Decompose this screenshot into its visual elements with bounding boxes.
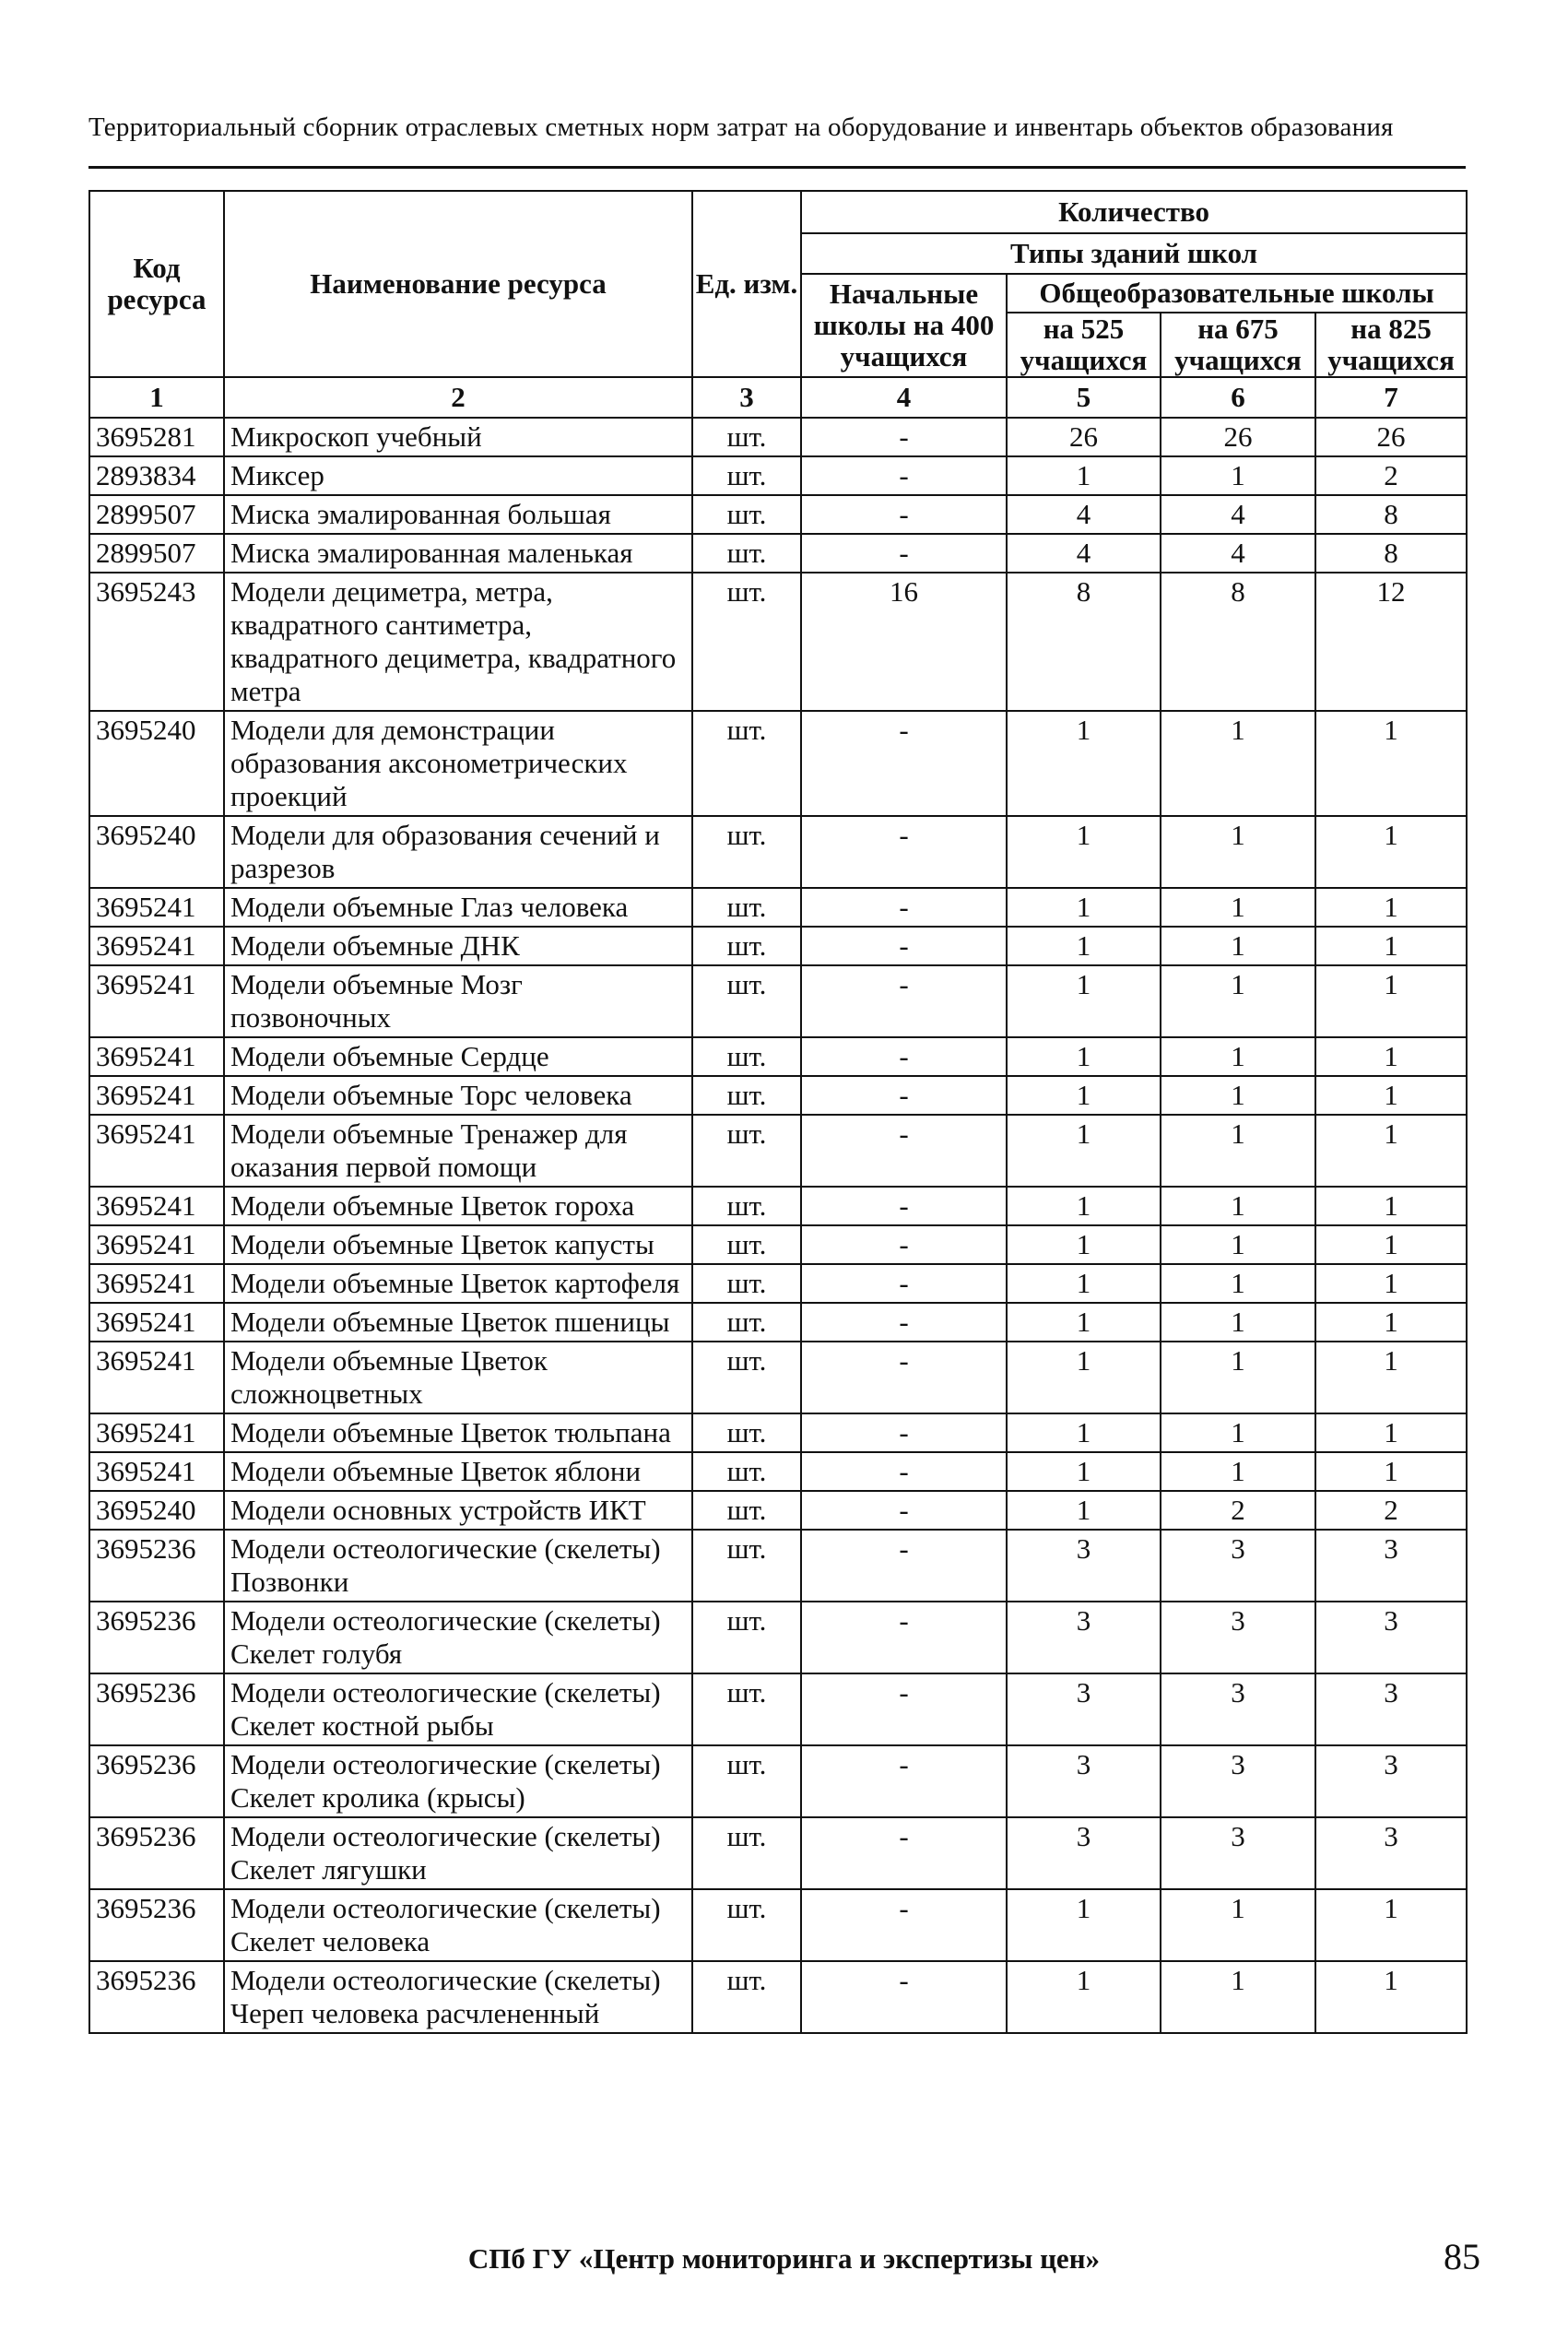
table-row: [89, 1491, 1467, 1530]
resource-code: 3695241: [89, 1037, 224, 1076]
qty-525-cell: 1: [1007, 1342, 1161, 1413]
qty-400-cell: -: [801, 1745, 1007, 1817]
qty-400-cell: -: [801, 1413, 1007, 1452]
resource-code: 2899507: [89, 495, 224, 534]
qty-675-cell: 1: [1161, 1889, 1315, 1961]
qty-400-cell: -: [801, 1303, 1007, 1342]
qty-400-cell: -: [801, 418, 1007, 456]
col-types-header: Типы зданий школ: [801, 233, 1467, 274]
qty-675-cell: 3: [1161, 1817, 1315, 1889]
unit-cell: шт.: [692, 1673, 801, 1745]
qty-675-cell: 1: [1161, 1115, 1315, 1187]
table-row: [89, 888, 1467, 927]
qty-825-cell: 1: [1315, 1342, 1467, 1413]
qty-525-cell: 1: [1007, 1961, 1161, 2033]
qty-825-cell: 3: [1315, 1602, 1467, 1673]
qty-400-cell: -: [801, 1076, 1007, 1115]
table-row: [89, 1187, 1467, 1225]
qty-675-cell: 8: [1161, 573, 1315, 711]
col-primary-header: Начальные школы на 400 учащихся: [801, 274, 1007, 377]
qty-400-cell: -: [801, 1342, 1007, 1413]
table-row: [89, 1037, 1467, 1076]
qty-825-cell: 8: [1315, 534, 1467, 573]
col-unit-header: Ед. изм.: [692, 191, 801, 377]
qty-675-cell: 1: [1161, 1264, 1315, 1303]
unit-cell: шт.: [692, 534, 801, 573]
unit-cell: шт.: [692, 418, 801, 456]
qty-675-cell: 1: [1161, 1452, 1315, 1491]
qty-400-cell: -: [801, 1961, 1007, 2033]
qty-525-cell: 1: [1007, 1303, 1161, 1342]
qty-525-cell: 1: [1007, 888, 1161, 927]
resource-name: Миска эмалированная большая: [224, 495, 692, 534]
running-header: Территориальный сборник отраслевых сметных норм затрат на оборудование и инвентарь объектов образования: [88, 112, 1394, 142]
qty-825-cell: 1: [1315, 1115, 1467, 1187]
resource-name: Модели объемные Цветок сложноцветных: [224, 1342, 692, 1413]
qty-675-cell: 2: [1161, 1491, 1315, 1530]
unit-cell: шт.: [692, 1264, 801, 1303]
resource-code: 3695241: [89, 1264, 224, 1303]
resource-name: Модели остеологические (скелеты) Скелет человека: [224, 1889, 692, 1961]
qty-675-cell: 1: [1161, 1413, 1315, 1452]
qty-525-cell: 3: [1007, 1745, 1161, 1817]
table-row: [89, 1530, 1467, 1602]
qty-400-cell: -: [801, 1187, 1007, 1225]
qty-400-cell: -: [801, 495, 1007, 534]
qty-400-cell: -: [801, 1225, 1007, 1264]
resource-code: 3695241: [89, 965, 224, 1037]
table-row: [89, 1817, 1467, 1889]
qty-525-cell: 3: [1007, 1817, 1161, 1889]
table-row: [89, 1889, 1467, 1961]
table-row: [89, 1452, 1467, 1491]
qty-525-cell: 1: [1007, 1037, 1161, 1076]
qty-825-cell: 3: [1315, 1745, 1467, 1817]
unit-cell: шт.: [692, 1115, 801, 1187]
qty-675-cell: 1: [1161, 927, 1315, 965]
qty-400-cell: -: [801, 888, 1007, 927]
qty-525-cell: 3: [1007, 1673, 1161, 1745]
resource-name: Миксер: [224, 456, 692, 495]
unit-cell: шт.: [692, 1745, 801, 1817]
resource-name: Микроскоп учебный: [224, 418, 692, 456]
column-number: 7: [1315, 377, 1467, 418]
resource-name: Модели основных устройств ИКТ: [224, 1491, 692, 1530]
qty-825-cell: 12: [1315, 573, 1467, 711]
qty-525-cell: 8: [1007, 573, 1161, 711]
qty-525-cell: 1: [1007, 1076, 1161, 1115]
qty-400-cell: -: [801, 534, 1007, 573]
resource-name: Модели объемные Цветок яблони: [224, 1452, 692, 1491]
qty-675-cell: 3: [1161, 1745, 1315, 1817]
qty-525-cell: 1: [1007, 1115, 1161, 1187]
table-row: [89, 1961, 1467, 2033]
resource-code: 3695236: [89, 1961, 224, 2033]
col-general-header: Общеобразовательные школы: [1007, 274, 1467, 313]
table-row: [89, 1303, 1467, 1342]
column-number: 3: [692, 377, 801, 418]
qty-525-cell: 1: [1007, 1491, 1161, 1530]
resource-name: Модели остеологические (скелеты) Череп человека расчлененный: [224, 1961, 692, 2033]
resource-name: Модели остеологические (скелеты) Позвонки: [224, 1530, 692, 1602]
resource-name: Модели объемные Мозг позвоночных: [224, 965, 692, 1037]
qty-525-cell: 1: [1007, 816, 1161, 888]
table-row: [89, 927, 1467, 965]
table-row: [89, 1342, 1467, 1413]
resource-code: 3695236: [89, 1673, 224, 1745]
qty-400-cell: -: [801, 1817, 1007, 1889]
resource-name: Модели объемные Сердце: [224, 1037, 692, 1076]
resource-name: Модели остеологические (скелеты) Скелет кролика (крысы): [224, 1745, 692, 1817]
qty-525-cell: 1: [1007, 1187, 1161, 1225]
qty-675-cell: 26: [1161, 418, 1315, 456]
qty-675-cell: 1: [1161, 816, 1315, 888]
table-row: [89, 816, 1467, 888]
qty-825-cell: 1: [1315, 711, 1467, 816]
col-quantity-header: Количество: [801, 191, 1467, 233]
qty-400-cell: -: [801, 1673, 1007, 1745]
resource-code: 3695241: [89, 1303, 224, 1342]
qty-675-cell: 4: [1161, 495, 1315, 534]
qty-825-cell: 1: [1315, 1452, 1467, 1491]
qty-825-cell: 3: [1315, 1530, 1467, 1602]
column-number: 6: [1161, 377, 1315, 418]
resource-code: 3695241: [89, 1115, 224, 1187]
col-code-header: Код ресурса: [89, 191, 224, 377]
table-row: [89, 1413, 1467, 1452]
qty-525-cell: 26: [1007, 418, 1161, 456]
resource-name: Модели дециметра, метра, квадратного сантиметра, квадратного дециметра, квадратного метра: [224, 573, 692, 711]
qty-675-cell: 1: [1161, 1076, 1315, 1115]
table-row: [89, 1264, 1467, 1303]
qty-525-cell: 3: [1007, 1530, 1161, 1602]
table-row: [89, 456, 1467, 495]
qty-675-cell: 1: [1161, 1342, 1315, 1413]
qty-825-cell: 1: [1315, 965, 1467, 1037]
resource-code: 3695241: [89, 888, 224, 927]
qty-825-cell: 1: [1315, 1889, 1467, 1961]
qty-525-cell: 1: [1007, 1264, 1161, 1303]
unit-cell: шт.: [692, 456, 801, 495]
unit-cell: шт.: [692, 1817, 801, 1889]
page-number: 85: [1444, 2236, 1480, 2277]
qty-825-cell: 1: [1315, 1413, 1467, 1452]
qty-400-cell: -: [801, 1115, 1007, 1187]
column-number: 5: [1007, 377, 1161, 418]
unit-cell: шт.: [692, 1961, 801, 2033]
qty-825-cell: 1: [1315, 927, 1467, 965]
qty-825-cell: 1: [1315, 1187, 1467, 1225]
table-row: [89, 711, 1467, 816]
qty-825-cell: 1: [1315, 1037, 1467, 1076]
resource-code: 3695241: [89, 1342, 224, 1413]
qty-825-cell: 1: [1315, 1961, 1467, 2033]
table-row: [89, 1115, 1467, 1187]
unit-cell: шт.: [692, 927, 801, 965]
qty-825-cell: 3: [1315, 1673, 1467, 1745]
resource-code: 3695240: [89, 711, 224, 816]
qty-675-cell: 4: [1161, 534, 1315, 573]
table-row: [89, 1225, 1467, 1264]
qty-675-cell: 1: [1161, 1961, 1315, 2033]
resource-code: 3695236: [89, 1745, 224, 1817]
resource-name: Модели объемные Цветок тюльпана: [224, 1413, 692, 1452]
table-row: [89, 1673, 1467, 1745]
resource-code: 3695241: [89, 1187, 224, 1225]
resource-table: [88, 190, 1468, 2034]
qty-825-cell: 1: [1315, 1076, 1467, 1115]
resource-name: Модели остеологические (скелеты) Скелет голубя: [224, 1602, 692, 1673]
unit-cell: шт.: [692, 495, 801, 534]
qty-825-cell: 2: [1315, 456, 1467, 495]
resource-code: 3695236: [89, 1817, 224, 1889]
qty-525-cell: 1: [1007, 1452, 1161, 1491]
unit-cell: шт.: [692, 888, 801, 927]
qty-675-cell: 1: [1161, 1187, 1315, 1225]
qty-825-cell: 1: [1315, 888, 1467, 927]
unit-cell: шт.: [692, 816, 801, 888]
column-number: 2: [224, 377, 692, 418]
resource-code: 3695281: [89, 418, 224, 456]
unit-cell: шт.: [692, 711, 801, 816]
resource-code: 3695236: [89, 1530, 224, 1602]
unit-cell: шт.: [692, 1076, 801, 1115]
unit-cell: шт.: [692, 965, 801, 1037]
resource-code: 3695241: [89, 1225, 224, 1264]
resource-code: 3695240: [89, 1491, 224, 1530]
unit-cell: шт.: [692, 1530, 801, 1602]
qty-400-cell: -: [801, 1452, 1007, 1491]
resource-name: Модели объемные Цветок картофеля: [224, 1264, 692, 1303]
qty-400-cell: -: [801, 1491, 1007, 1530]
qty-400-cell: -: [801, 1889, 1007, 1961]
resource-code: 3695241: [89, 1076, 224, 1115]
table-row: [89, 534, 1467, 573]
qty-525-cell: 4: [1007, 534, 1161, 573]
qty-400-cell: -: [801, 711, 1007, 816]
resource-name: Модели для образования сечений и разрезов: [224, 816, 692, 888]
qty-400-cell: -: [801, 456, 1007, 495]
qty-675-cell: 1: [1161, 456, 1315, 495]
qty-825-cell: 8: [1315, 495, 1467, 534]
unit-cell: шт.: [692, 1889, 801, 1961]
unit-cell: шт.: [692, 1413, 801, 1452]
resource-name: Модели объемные Глаз человека: [224, 888, 692, 927]
qty-675-cell: 1: [1161, 1303, 1315, 1342]
unit-cell: шт.: [692, 1491, 801, 1530]
col-825-header: на 825 учащихся: [1315, 313, 1467, 377]
qty-675-cell: 3: [1161, 1673, 1315, 1745]
resource-name: Модели объемные Цветок капусты: [224, 1225, 692, 1264]
resource-name: Модели объемные Тренажер для оказания первой помощи: [224, 1115, 692, 1187]
qty-525-cell: 4: [1007, 495, 1161, 534]
table-body: [89, 418, 1467, 2033]
resource-code: 3695236: [89, 1602, 224, 1673]
qty-400-cell: -: [801, 965, 1007, 1037]
unit-cell: шт.: [692, 1342, 801, 1413]
qty-400-cell: -: [801, 1530, 1007, 1602]
unit-cell: шт.: [692, 1187, 801, 1225]
qty-675-cell: 1: [1161, 711, 1315, 816]
resource-name: Модели для демонстрации образования аксонометрических проекций: [224, 711, 692, 816]
qty-825-cell: 3: [1315, 1817, 1467, 1889]
footer-organization: СПб ГУ «Центр мониторинга и экспертизы цен»: [467, 2242, 1101, 2275]
table-row: [89, 495, 1467, 534]
column-number-row: [89, 377, 1467, 418]
qty-400-cell: -: [801, 1037, 1007, 1076]
unit-cell: шт.: [692, 1602, 801, 1673]
qty-525-cell: 1: [1007, 456, 1161, 495]
qty-675-cell: 1: [1161, 1037, 1315, 1076]
qty-525-cell: 3: [1007, 1602, 1161, 1673]
resource-name: Модели остеологические (скелеты) Скелет костной рыбы: [224, 1673, 692, 1745]
qty-675-cell: 1: [1161, 888, 1315, 927]
qty-675-cell: 1: [1161, 965, 1315, 1037]
resource-code: 2899507: [89, 534, 224, 573]
qty-525-cell: 1: [1007, 965, 1161, 1037]
resource-name: Модели объемные Цветок пшеницы: [224, 1303, 692, 1342]
resource-name: Модели остеологические (скелеты) Скелет лягушки: [224, 1817, 692, 1889]
qty-825-cell: 1: [1315, 1303, 1467, 1342]
column-number: 4: [801, 377, 1007, 418]
qty-525-cell: 1: [1007, 1225, 1161, 1264]
resource-code: 3695243: [89, 573, 224, 711]
resource-name: Миска эмалированная маленькая: [224, 534, 692, 573]
qty-400-cell: -: [801, 927, 1007, 965]
qty-400-cell: -: [801, 816, 1007, 888]
qty-825-cell: 26: [1315, 418, 1467, 456]
column-number: 1: [89, 377, 224, 418]
table-row: [89, 573, 1467, 711]
resource-code: 3695240: [89, 816, 224, 888]
qty-400-cell: 16: [801, 573, 1007, 711]
qty-525-cell: 1: [1007, 1889, 1161, 1961]
qty-825-cell: 1: [1315, 1225, 1467, 1264]
resource-code: 3695241: [89, 1452, 224, 1491]
resource-code: 3695241: [89, 1413, 224, 1452]
unit-cell: шт.: [692, 1303, 801, 1342]
qty-525-cell: 1: [1007, 927, 1161, 965]
table-row: [89, 965, 1467, 1037]
col-525-header: на 525 учащихся: [1007, 313, 1161, 377]
col-675-header: на 675 учащихся: [1161, 313, 1315, 377]
resource-name: Модели объемные Торс человека: [224, 1076, 692, 1115]
table-row: [89, 1745, 1467, 1817]
qty-825-cell: 1: [1315, 1264, 1467, 1303]
qty-525-cell: 1: [1007, 1413, 1161, 1452]
table-row: [89, 418, 1467, 456]
col-name-header: Наименование ресурса: [224, 191, 692, 377]
table-row: [89, 1076, 1467, 1115]
qty-525-cell: 1: [1007, 711, 1161, 816]
resource-code: 2893834: [89, 456, 224, 495]
resource-code: 3695241: [89, 927, 224, 965]
qty-675-cell: 1: [1161, 1225, 1315, 1264]
unit-cell: шт.: [692, 1225, 801, 1264]
unit-cell: шт.: [692, 1037, 801, 1076]
table-row: [89, 1602, 1467, 1673]
unit-cell: шт.: [692, 1452, 801, 1491]
header-rule: [88, 166, 1466, 169]
qty-400-cell: -: [801, 1602, 1007, 1673]
resource-name: Модели объемные ДНК: [224, 927, 692, 965]
qty-825-cell: 1: [1315, 816, 1467, 888]
unit-cell: шт.: [692, 573, 801, 711]
qty-400-cell: -: [801, 1264, 1007, 1303]
qty-675-cell: 3: [1161, 1602, 1315, 1673]
qty-825-cell: 2: [1315, 1491, 1467, 1530]
qty-675-cell: 3: [1161, 1530, 1315, 1602]
resource-code: 3695236: [89, 1889, 224, 1961]
resource-name: Модели объемные Цветок гороха: [224, 1187, 692, 1225]
